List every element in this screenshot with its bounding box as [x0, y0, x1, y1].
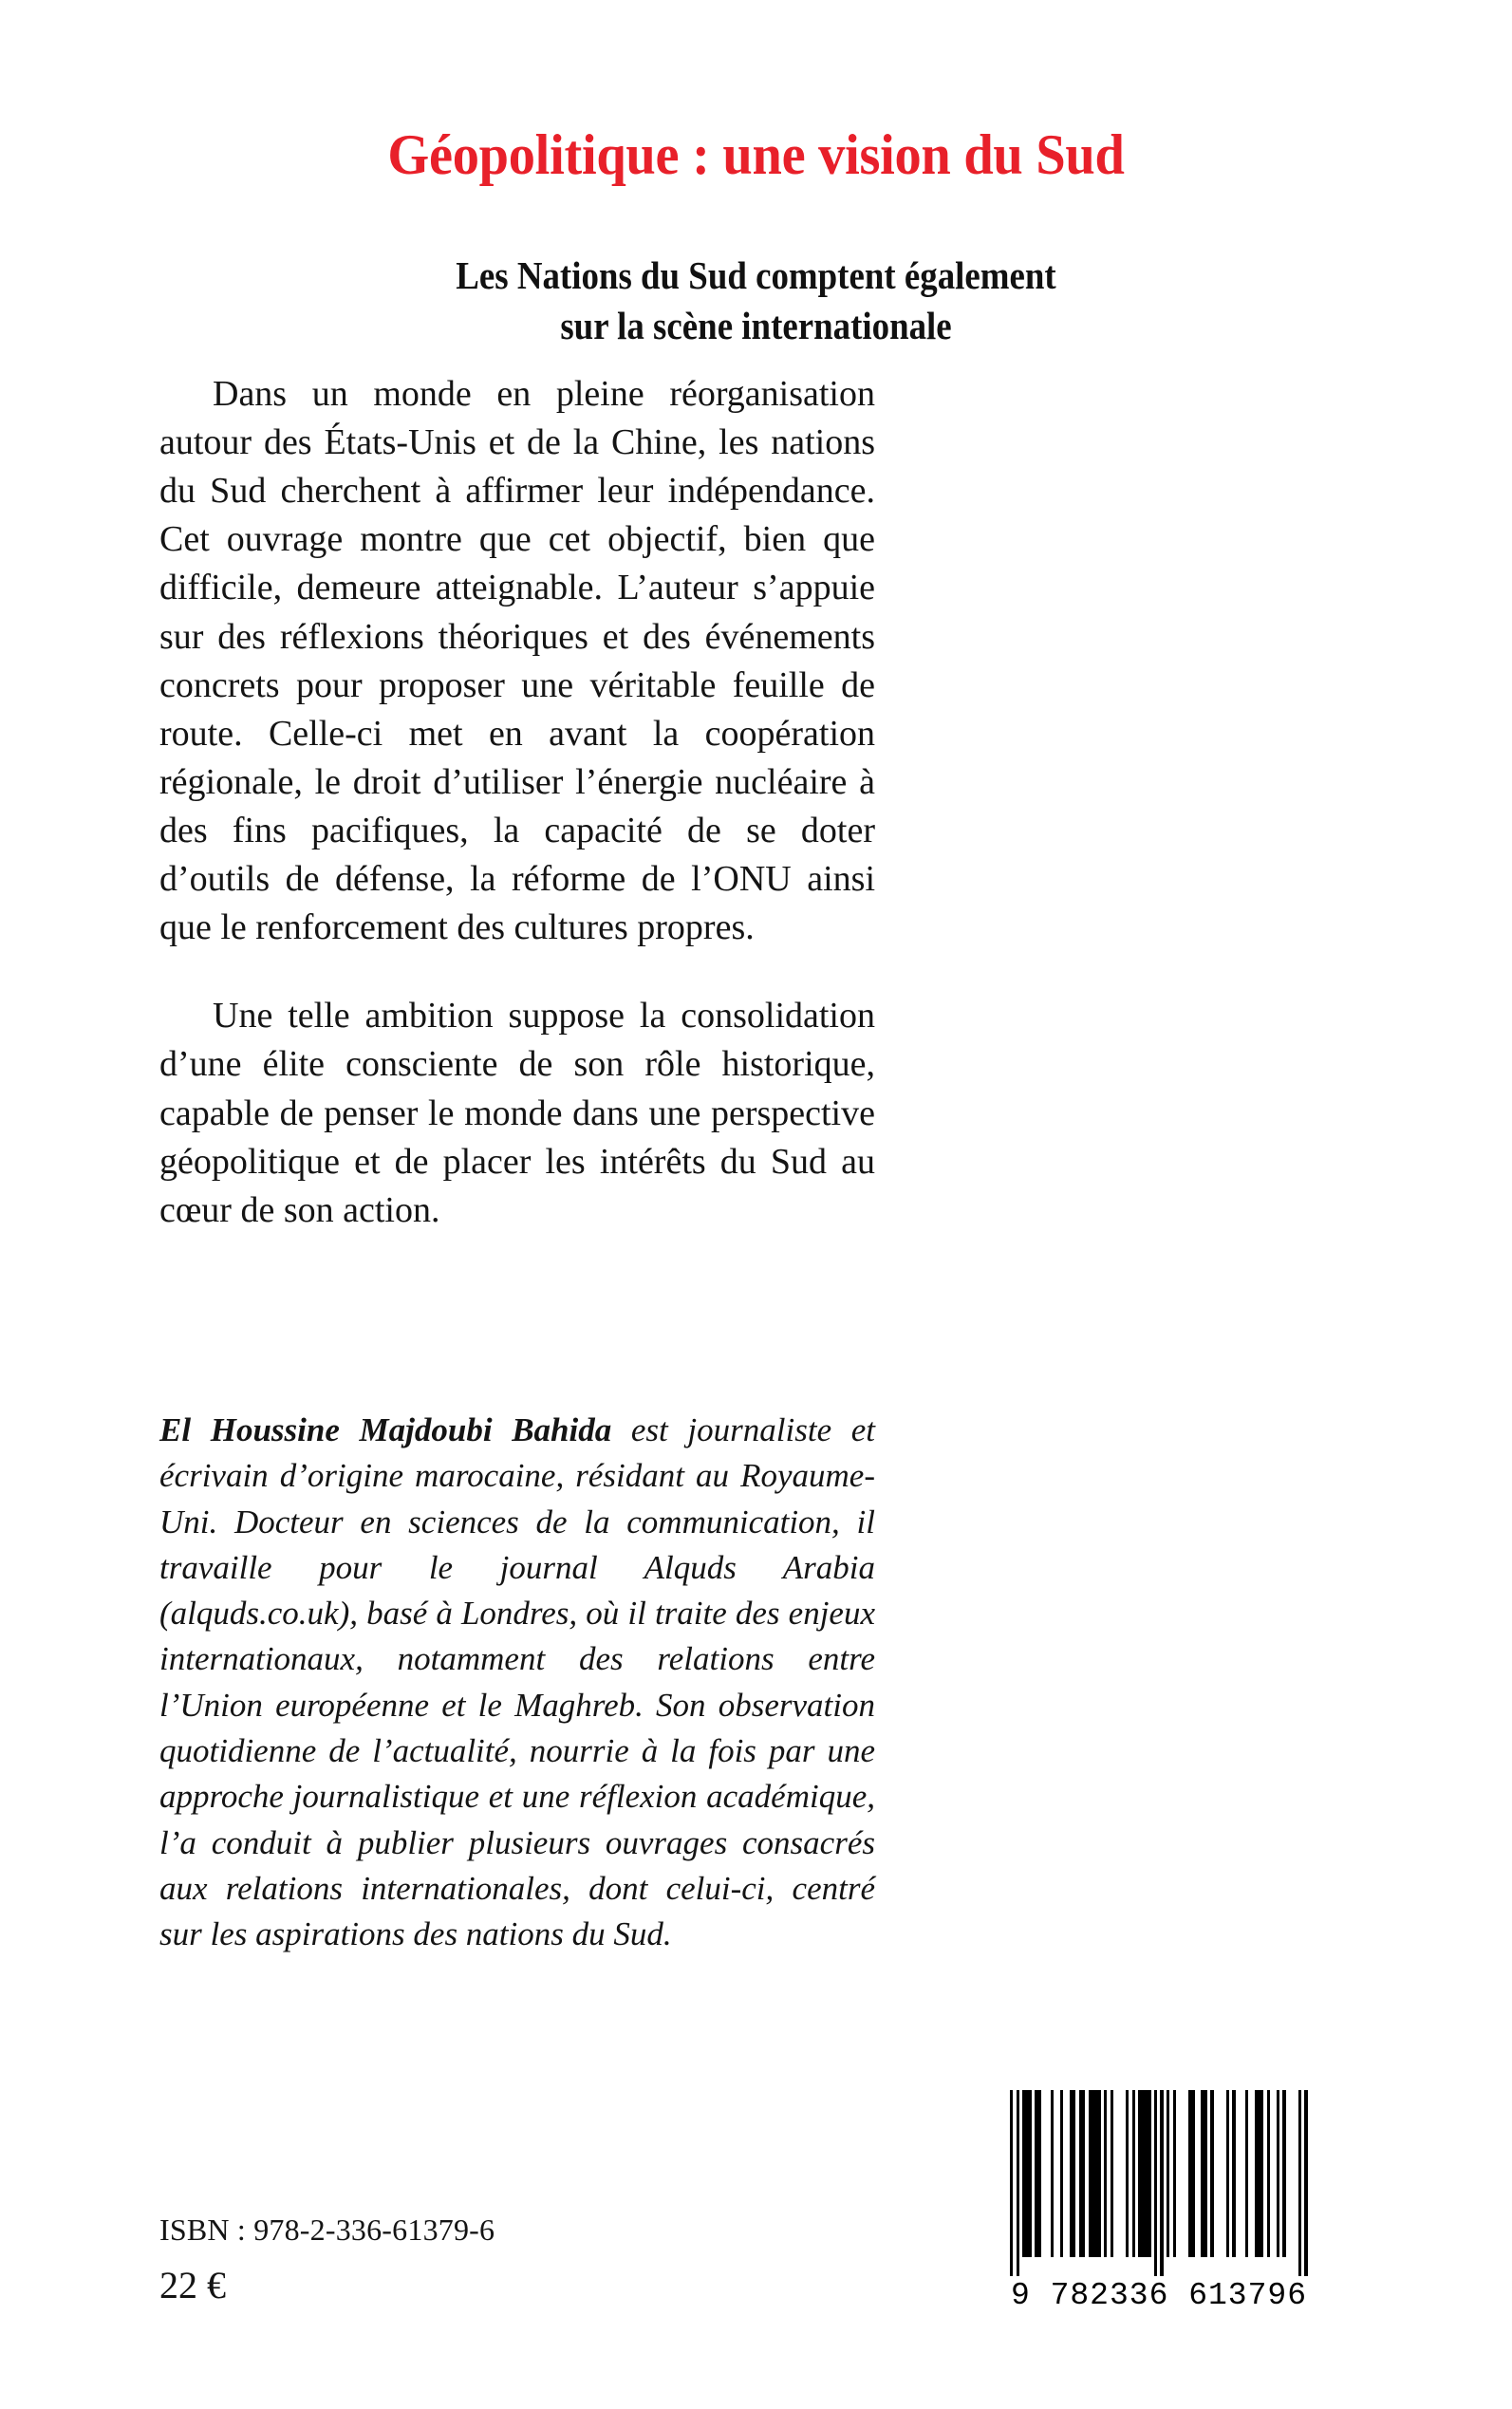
book-title: Géopolitique : une vision du Sud: [387, 123, 1125, 187]
price-text: 22 €: [159, 2264, 226, 2307]
barcode-bars: [1010, 2090, 1308, 2276]
book-subtitle-line-1: Les Nations du Sud comptent également: [456, 253, 1056, 298]
barcode: [993, 2082, 1325, 2339]
blurb-paragraph-1: Dans un monde en pleine réorganisation autour des États-Unis et de la Chine, les nations du Sud cherchent à affirmer leur indépendance. Cet ouvrage montre que cet objectif, bien que difficile, demeure atteignable. L’auteur s’appuie sur des réflexions théoriques et des événements concrets pour proposer une véritable feuille de route. Celle-ci met en avant la coopération régionale, le droit d’utiliser l’énergie nucléaire à des fins pacifiques, la capacité de se doter d’outils de défense, la réforme de l’ONU ainsi que le renforcement des cultures propres.: [159, 374, 875, 948]
footer-meta: [159, 2212, 495, 2306]
blurb-text: [159, 370, 875, 1235]
barcode-digits: 9 782336 613796: [1010, 2278, 1308, 2313]
isbn-text: ISBN : 978-2-336-61379-6: [159, 2213, 495, 2247]
author-bio-text: est journaliste et écrivain d’origine marocaine, résidant au Royaume-Uni. Docteur en sciences de la communication, il travaille pour le journal Alquds Arabia (alquds.co.uk), basé à Londres, où il traite des enjeux internationaux, notamment des relations entre l’Union européenne et le Maghreb. Son observation quotidienne de l’actualité, nourrie à la fois par une approche journalistique et une réflexion académique, l’a conduit à publier plusieurs ouvrages consacrés aux relations internationales, dont celui-ci, centré sur les aspirations des nations du Sud.: [159, 1411, 876, 1953]
book-subtitle-line-2: sur la scène internationale: [560, 304, 952, 348]
author-name: El Houssine Majdoubi Bahida: [159, 1411, 612, 1448]
book-subtitle: [204, 251, 1309, 352]
blurb-paragraph-2: Une telle ambition suppose la consolidation d’une élite consciente de son rôle historique, capable de penser le monde dans une perspective géopolitique et de placer les intérêts du Sud au cœur de son action.: [159, 996, 875, 1230]
author-bio: [159, 1408, 875, 1958]
